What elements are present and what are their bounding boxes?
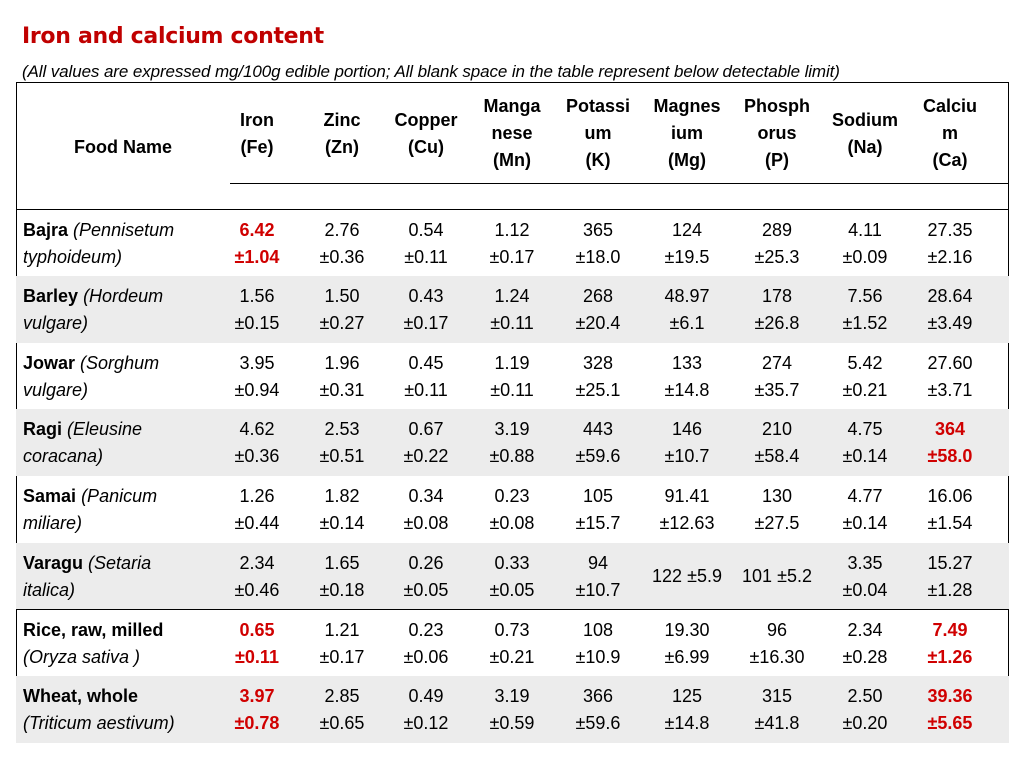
value-cell	[734, 683, 820, 737]
value-cell	[469, 350, 555, 404]
value-mean: 289	[761, 220, 793, 240]
header-col-8	[907, 93, 993, 174]
value-cell	[469, 550, 555, 604]
food-name	[23, 283, 163, 337]
value-mean: 2.85	[324, 686, 360, 706]
value-error: ±0.44	[234, 513, 280, 533]
value-error: ±0.20	[842, 713, 888, 733]
value-error: ±3.49	[927, 313, 973, 333]
value-error: ±10.7	[664, 446, 710, 466]
value-mean: 0.54	[408, 220, 444, 240]
food-common-name: Samai	[23, 486, 77, 506]
page-subtitle: (All values are expressed mg/100g edible portion; All blank space in the table represent below detectable limit)	[22, 62, 840, 81]
value-error: ±27.5	[754, 513, 800, 533]
value-mean: 0.33	[494, 553, 530, 573]
food-scientific-name-cont: coracana)	[23, 446, 104, 466]
value-error: ±0.36	[234, 446, 280, 466]
value-mean: 4.11	[848, 220, 882, 240]
value-error: ±14.8	[664, 713, 710, 733]
value-error: ±0.18	[319, 580, 365, 600]
header-col-6	[734, 93, 820, 174]
value-error: ±0.04	[842, 580, 888, 600]
table-row	[16, 276, 1009, 343]
value-cell	[734, 217, 820, 271]
header-col-3	[469, 93, 555, 174]
value-mean: 3.97	[239, 686, 275, 706]
value-error: ±0.11	[490, 313, 534, 333]
value-error: ±0.11	[404, 247, 448, 267]
value-mean: 0.34	[408, 486, 444, 506]
value-mean: 3.19	[494, 419, 530, 439]
value-mean: 7.56	[847, 286, 883, 306]
value-mean: 365	[582, 220, 614, 240]
value-cell	[299, 617, 385, 671]
food-name	[23, 617, 163, 671]
value-mean: 94	[587, 553, 609, 573]
value-mean: 4.62	[239, 419, 275, 439]
value-cell	[299, 283, 385, 337]
value-error: ±1.52	[842, 313, 888, 333]
header-col-line: (Na)	[847, 137, 883, 157]
value-cell	[383, 350, 469, 404]
food-scientific-name: (Hordeum	[83, 286, 164, 306]
value-error: ±0.11	[490, 380, 534, 400]
value-cell	[734, 483, 820, 537]
value-error: ±16.30	[749, 647, 805, 667]
value-mean: 133	[671, 353, 703, 373]
header-col-1	[299, 107, 385, 161]
value-cell	[822, 617, 908, 671]
value-mean: 28.64	[927, 286, 973, 306]
value-cell	[383, 617, 469, 671]
value-error: ±0.78	[234, 713, 280, 733]
value-mean: 1.24	[494, 286, 530, 306]
value-error: ±0.31	[319, 380, 365, 400]
value-error: ±59.6	[575, 713, 621, 733]
value-mean: 328	[582, 353, 614, 373]
header-col-line: Sodium	[832, 110, 898, 130]
value-cell	[469, 217, 555, 271]
value-mean: 3.95	[239, 353, 275, 373]
value-mean: 16.06	[927, 486, 973, 506]
value-error: ±2.16	[927, 247, 973, 267]
value-mean: 274	[761, 353, 793, 373]
value-cell	[555, 350, 641, 404]
value-mean: 210	[761, 419, 793, 439]
value-cell	[907, 217, 993, 271]
value-mean: 366	[582, 686, 614, 706]
food-scientific-name: (Setaria	[88, 553, 152, 573]
value-mean: 2.34	[847, 620, 883, 640]
value-error: ±0.06	[403, 647, 449, 667]
value-error: ±0.46	[234, 580, 280, 600]
header-col-line: ium	[670, 123, 703, 143]
header-col-0	[214, 107, 300, 161]
value-mean: 0.45	[408, 353, 444, 373]
value-cell	[822, 283, 908, 337]
value-error: ±0.27	[319, 313, 365, 333]
value-cell	[644, 617, 730, 671]
value-cell	[555, 416, 641, 470]
food-scientific-name-cont: vulgare)	[23, 380, 89, 400]
header-col-2	[383, 107, 469, 161]
value-error: ±0.11	[404, 380, 448, 400]
value-mean: 0.26	[408, 553, 444, 573]
value-mean: 0.23	[494, 486, 530, 506]
value-cell	[822, 483, 908, 537]
food-common-name: Bajra	[23, 220, 69, 240]
table-row	[16, 209, 1009, 277]
value-cell	[469, 683, 555, 737]
value-mean: 3.19	[494, 686, 530, 706]
header-col-line: um	[584, 123, 612, 143]
value-cell	[644, 217, 730, 271]
value-error: ±1.54	[927, 513, 973, 533]
header-col-line: (Mn)	[493, 150, 531, 170]
value-cell	[469, 283, 555, 337]
value-cell	[214, 416, 300, 470]
value-mean: 5.42	[847, 353, 883, 373]
value-mean: 2.53	[324, 419, 360, 439]
value-error: ±0.12	[403, 713, 449, 733]
value-error: ±15.7	[575, 513, 621, 533]
value-mean: 1.12	[494, 220, 530, 240]
value-mean: 130	[761, 486, 793, 506]
value-cell	[299, 350, 385, 404]
value-cell	[555, 283, 641, 337]
value-error: ±1.26	[927, 647, 973, 667]
value-error: ±0.28	[842, 647, 888, 667]
value-mean: 48.97	[664, 286, 710, 306]
value-mean: 315	[761, 686, 793, 706]
value-mean: 7.49	[932, 620, 968, 640]
value-cell	[734, 283, 820, 337]
food-common-name: Rice, raw, milled	[23, 620, 164, 640]
value-error: ±0.05	[403, 580, 449, 600]
header-col-line: Iron	[240, 110, 274, 130]
value-error: ±26.8	[754, 313, 800, 333]
value-error: ±0.05	[489, 580, 535, 600]
food-name	[23, 550, 151, 604]
value-cell	[822, 683, 908, 737]
header-col-line: (Ca)	[932, 150, 968, 170]
value-mean: 108	[582, 620, 614, 640]
header-col-line: (Mg)	[668, 150, 706, 170]
food-name	[23, 416, 142, 470]
value-mean: 105	[582, 486, 614, 506]
value-cell	[644, 416, 730, 470]
header-col-line: (K)	[585, 150, 611, 170]
value-error: ±10.9	[575, 647, 621, 667]
value-cell	[383, 217, 469, 271]
value-cell	[214, 483, 300, 537]
value-error: ±25.1	[575, 380, 621, 400]
value-error: ±0.17	[403, 313, 449, 333]
value-error: ±12.63	[659, 513, 715, 533]
value-error: ±5.65	[927, 713, 973, 733]
value-mean: 1.65	[324, 553, 360, 573]
nutrient-table-grid	[16, 82, 1009, 743]
value-mean: 0.49	[408, 686, 444, 706]
value-cell	[907, 350, 993, 404]
value-error: ±19.5	[664, 247, 710, 267]
value-cell	[734, 350, 820, 404]
value-error: ±0.14	[842, 446, 888, 466]
value-error: ±0.94	[234, 380, 280, 400]
value-error: ±1.04	[234, 247, 280, 267]
value-mean: 124	[671, 220, 703, 240]
food-scientific-name-cont: typhoideum)	[23, 247, 123, 267]
value-mean: 2.76	[324, 220, 360, 240]
value-mean: 27.35	[927, 220, 973, 240]
value-error: ±20.4	[575, 313, 621, 333]
value-mean: 0.65	[239, 620, 275, 640]
value-cell	[555, 683, 641, 737]
value-cell	[907, 550, 993, 604]
value-cell	[644, 350, 730, 404]
value-mean: 1.19	[494, 353, 530, 373]
value-error: ±35.7	[754, 380, 800, 400]
header-col-line: Calciu	[922, 96, 978, 116]
food-name	[23, 350, 159, 404]
value-cell	[383, 550, 469, 604]
value-cell	[469, 416, 555, 470]
value-cell	[299, 483, 385, 537]
value-mean: 1.26	[239, 486, 275, 506]
header-rule	[230, 183, 1008, 184]
value-error: ±0.65	[319, 713, 365, 733]
header-col-line: Copper	[394, 110, 458, 130]
value-mean: 15.27	[927, 553, 973, 573]
value-mean: 3.35	[847, 553, 883, 573]
value-cell	[907, 683, 993, 737]
value-error: ±0.17	[489, 247, 535, 267]
value-cell	[299, 550, 385, 604]
food-common-name: Barley	[23, 286, 79, 306]
value-error: ±6.99	[664, 647, 710, 667]
header-col-line: nese	[491, 123, 533, 143]
value-mean: 6.42	[239, 220, 275, 240]
food-scientific-name: (Eleusine	[67, 419, 143, 439]
value-error: ±3.71	[927, 380, 973, 400]
value-cell	[555, 217, 641, 271]
value-cell	[644, 283, 730, 337]
value-mean: 146	[671, 419, 703, 439]
value-mean: 125	[671, 686, 703, 706]
value-cell	[469, 483, 555, 537]
value-mean: 101 ±5.2	[742, 566, 812, 586]
value-error: ±6.1	[669, 313, 705, 333]
value-mean: 0.67	[408, 419, 444, 439]
value-error: ±0.08	[403, 513, 449, 533]
value-cell	[214, 283, 300, 337]
value-cell	[727, 563, 827, 590]
value-mean: 19.30	[664, 620, 710, 640]
value-mean: 178	[761, 286, 793, 306]
food-scientific-name: (Pennisetum	[73, 220, 175, 240]
header-col-line: (Fe)	[240, 137, 274, 157]
value-cell	[214, 217, 300, 271]
value-cell	[383, 483, 469, 537]
value-mean: 0.43	[408, 286, 444, 306]
table-row	[16, 609, 1009, 677]
header-col-4	[555, 93, 641, 174]
value-mean: 4.75	[847, 419, 883, 439]
value-error: ±0.14	[842, 513, 888, 533]
value-cell	[383, 683, 469, 737]
value-cell	[555, 483, 641, 537]
value-mean: 2.50	[847, 686, 883, 706]
value-mean: 1.50	[324, 286, 360, 306]
header-col-line: Zinc	[323, 110, 361, 130]
value-mean: 2.34	[239, 553, 275, 573]
header-col-line: (Cu)	[408, 137, 444, 157]
value-mean: 122 ±5.9	[652, 566, 722, 586]
value-error: ±0.08	[489, 513, 535, 533]
value-error: ±0.22	[403, 446, 449, 466]
value-cell	[555, 617, 641, 671]
value-cell	[383, 416, 469, 470]
value-error: ±58.0	[927, 446, 973, 466]
value-error: ±0.09	[842, 247, 888, 267]
value-error: ±18.0	[575, 247, 621, 267]
table-row	[16, 676, 1009, 743]
table-row	[16, 409, 1009, 476]
page-title: Iron and calcium content	[22, 24, 324, 49]
value-cell	[907, 283, 993, 337]
value-mean: 91.41	[664, 486, 710, 506]
food-scientific-name-cont: miliare)	[23, 513, 83, 533]
value-error: ±58.4	[754, 446, 800, 466]
value-mean: 268	[582, 286, 614, 306]
table-row	[16, 343, 1009, 410]
value-error: ±0.36	[319, 247, 365, 267]
value-cell	[822, 550, 908, 604]
food-name	[23, 217, 174, 271]
value-cell	[214, 550, 300, 604]
food-common-name: Jowar	[23, 353, 76, 373]
value-cell	[907, 617, 993, 671]
header-col-line: Magnes	[653, 96, 721, 116]
food-common-name: Ragi	[23, 419, 63, 439]
value-mean: 27.60	[927, 353, 973, 373]
header-col-line: Manga	[483, 96, 541, 116]
food-scientific-name: (Panicum	[81, 486, 158, 506]
value-cell	[907, 416, 993, 470]
header-food-name: Food Name	[73, 137, 172, 157]
food-scientific-name-cont: (Oryza sativa )	[23, 647, 141, 667]
value-cell	[214, 683, 300, 737]
header-col-7	[822, 107, 908, 161]
food-scientific-name-cont: vulgare)	[23, 313, 89, 333]
value-mean: 1.82	[324, 486, 360, 506]
value-cell	[299, 683, 385, 737]
header-col-line: Potassi	[565, 96, 631, 116]
value-cell	[469, 617, 555, 671]
value-mean: 96	[766, 620, 788, 640]
value-cell	[644, 483, 730, 537]
value-cell	[734, 617, 820, 671]
value-error: ±0.14	[319, 513, 365, 533]
value-cell	[383, 283, 469, 337]
value-cell	[637, 563, 737, 590]
value-cell	[299, 416, 385, 470]
value-cell	[734, 416, 820, 470]
value-mean: 1.96	[324, 353, 360, 373]
header-col-line: (P)	[765, 150, 789, 170]
value-error: ±0.11	[235, 647, 279, 667]
header-col-line: (Zn)	[325, 137, 359, 157]
value-error: ±10.7	[575, 580, 621, 600]
value-error: ±0.88	[489, 446, 535, 466]
value-error: ±25.3	[754, 247, 800, 267]
value-cell	[644, 683, 730, 737]
value-cell	[822, 416, 908, 470]
value-mean: 4.77	[847, 486, 883, 506]
value-mean: 364	[934, 419, 966, 439]
header-col-line: Phosph	[744, 96, 810, 116]
value-cell	[907, 483, 993, 537]
value-mean: 443	[582, 419, 614, 439]
value-error: ±59.6	[575, 446, 621, 466]
header-col-line: m	[941, 123, 958, 143]
table-row	[16, 543, 1009, 610]
value-error: ±0.21	[489, 647, 535, 667]
value-mean: 0.23	[408, 620, 444, 640]
value-error: ±0.21	[842, 380, 888, 400]
food-common-name: Wheat, whole	[23, 686, 139, 706]
header-col-5	[644, 93, 730, 174]
food-scientific-name-cont: (Triticum aestivum)	[23, 713, 175, 733]
value-cell	[822, 217, 908, 271]
food-scientific-name: (Sorghum	[80, 353, 160, 373]
header-col-line: orus	[757, 123, 797, 143]
value-error: ±0.51	[319, 446, 365, 466]
food-name	[23, 483, 157, 537]
food-name	[23, 683, 175, 737]
value-cell	[299, 217, 385, 271]
value-mean: 1.21	[324, 620, 360, 640]
value-error: ±0.59	[489, 713, 535, 733]
value-mean: 0.73	[494, 620, 530, 640]
value-mean: 1.56	[239, 286, 275, 306]
food-scientific-name-cont: italica)	[23, 580, 76, 600]
value-cell	[214, 617, 300, 671]
value-cell	[214, 350, 300, 404]
value-error: ±1.28	[927, 580, 973, 600]
value-error: ±14.8	[664, 380, 710, 400]
value-error: ±0.17	[319, 647, 365, 667]
value-cell	[822, 350, 908, 404]
table-row	[16, 476, 1009, 543]
value-cell	[555, 550, 641, 604]
value-mean: 39.36	[927, 686, 973, 706]
value-error: ±41.8	[754, 713, 800, 733]
food-common-name: Varagu	[23, 553, 84, 573]
value-error: ±0.15	[234, 313, 280, 333]
